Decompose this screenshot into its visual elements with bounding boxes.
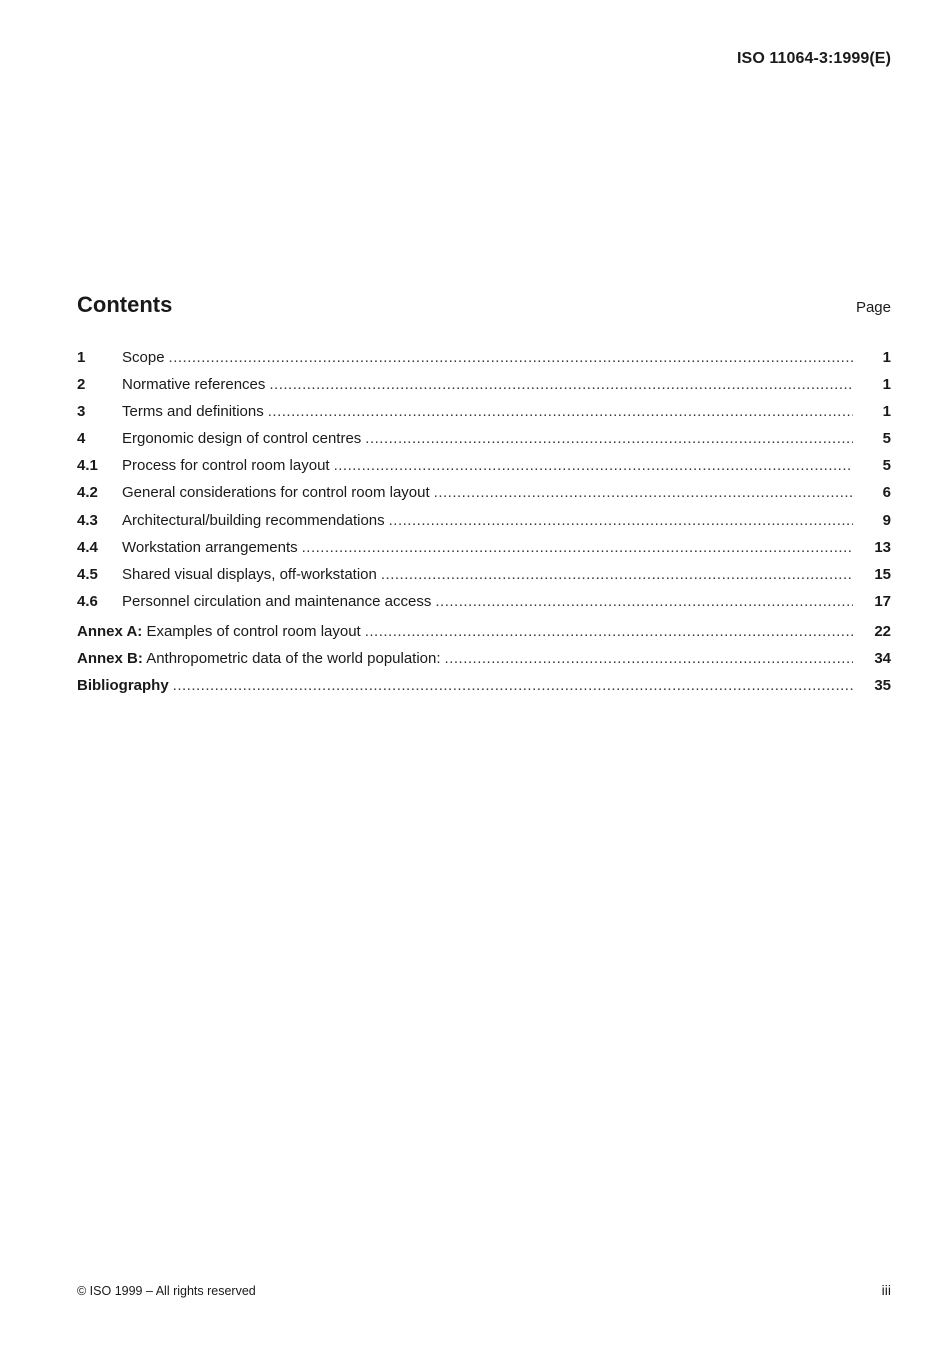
toc-entry-number: 4.1 bbox=[77, 457, 98, 475]
toc-entry-title: Shared visual displays, off-workstation bbox=[122, 565, 377, 583]
toc-entry-page: 9 bbox=[882, 511, 891, 529]
dot-leader bbox=[269, 374, 853, 396]
toc-entry-process-layout[interactable] bbox=[77, 455, 891, 482]
toc-entry-title: Personnel circulation and maintenance access bbox=[122, 592, 432, 610]
dot-leader bbox=[434, 482, 853, 504]
toc-entry-number: 2 bbox=[77, 376, 86, 394]
toc-entry-page: 6 bbox=[882, 484, 891, 502]
toc-entry-number: 4.5 bbox=[77, 565, 98, 583]
toc-entry-scope[interactable] bbox=[77, 347, 891, 374]
dot-leader bbox=[334, 455, 853, 477]
toc-entry-page: 13 bbox=[874, 538, 891, 556]
toc-entry-title: Anthropometric data of the world population: bbox=[146, 650, 441, 668]
toc-entry-number: 4 bbox=[77, 430, 86, 448]
contents-title: Contents bbox=[77, 292, 173, 317]
toc-entry-title: Terms and definitions bbox=[122, 403, 264, 421]
dot-leader bbox=[445, 648, 853, 670]
dot-leader bbox=[389, 510, 853, 532]
toc-entry-page: 22 bbox=[874, 622, 891, 640]
copyright-notice: © ISO 1999 – All rights reserved bbox=[77, 1284, 256, 1298]
toc-entry-number: 3 bbox=[77, 403, 86, 421]
toc-entry-page: 1 bbox=[882, 403, 891, 421]
toc-annex-prefix: Bibliography bbox=[77, 677, 169, 695]
toc-entry-page: 35 bbox=[874, 677, 891, 695]
dot-leader bbox=[302, 537, 853, 559]
toc-entry-workstation[interactable] bbox=[77, 537, 891, 564]
toc-entry-page: 5 bbox=[882, 430, 891, 448]
toc-entry-title: Process for control room layout bbox=[122, 457, 330, 475]
toc-entry-architectural[interactable] bbox=[77, 510, 891, 537]
dot-leader bbox=[365, 621, 853, 643]
toc-entry-annex-a[interactable] bbox=[77, 621, 891, 648]
toc-entry-general-considerations[interactable] bbox=[77, 482, 891, 509]
dot-leader bbox=[435, 591, 853, 613]
page-column-label: Page bbox=[855, 299, 891, 316]
dot-leader bbox=[381, 564, 853, 586]
toc-entry-ergonomic-design[interactable] bbox=[77, 428, 891, 455]
toc-entry-normative-references[interactable] bbox=[77, 374, 891, 401]
toc-entry-page: 15 bbox=[874, 565, 891, 583]
toc-entry-title: Architectural/building recommendations bbox=[122, 511, 385, 529]
document-code: ISO 11064-3:1999(E) bbox=[737, 50, 891, 67]
toc-entry-page: 1 bbox=[882, 349, 891, 366]
toc-entry-title: Normative references bbox=[122, 376, 266, 394]
dot-leader bbox=[268, 401, 853, 423]
toc-entry-title: General considerations for control room layout bbox=[122, 484, 430, 502]
toc-entry-title: Workstation arrangements bbox=[122, 538, 298, 556]
toc-entry-bibliography[interactable] bbox=[77, 675, 891, 702]
toc-annex-prefix: Annex A: bbox=[77, 622, 143, 640]
toc-entry-number: 4.4 bbox=[77, 538, 98, 556]
toc-entry-number: 4.6 bbox=[77, 592, 98, 610]
toc-entry-number: 1 bbox=[77, 349, 86, 366]
table-of-contents bbox=[77, 347, 891, 702]
toc-entry-number: 4.2 bbox=[77, 484, 98, 502]
toc-entry-page: 34 bbox=[874, 650, 891, 668]
toc-entry-terms-definitions[interactable] bbox=[77, 401, 891, 428]
toc-entry-number: 4.3 bbox=[77, 511, 98, 529]
toc-entry-title: Scope bbox=[122, 349, 165, 366]
toc-entry-page: 17 bbox=[874, 592, 891, 610]
toc-entry-title: Ergonomic design of control centres bbox=[122, 430, 362, 448]
dot-leader bbox=[169, 347, 853, 369]
toc-entry-shared-displays[interactable] bbox=[77, 564, 891, 591]
toc-entry-page: 5 bbox=[882, 457, 891, 475]
page-number: iii bbox=[881, 1282, 891, 1298]
dot-leader bbox=[365, 428, 853, 450]
contents-header bbox=[77, 292, 891, 318]
toc-entry-page: 1 bbox=[882, 376, 891, 394]
dot-leader bbox=[173, 675, 853, 697]
toc-entry-annex-b[interactable] bbox=[77, 648, 891, 675]
toc-entry-personnel-circulation[interactable] bbox=[77, 591, 891, 618]
toc-entry-title: Examples of control room layout bbox=[146, 622, 361, 640]
toc-annex-prefix: Annex B: bbox=[77, 650, 143, 668]
